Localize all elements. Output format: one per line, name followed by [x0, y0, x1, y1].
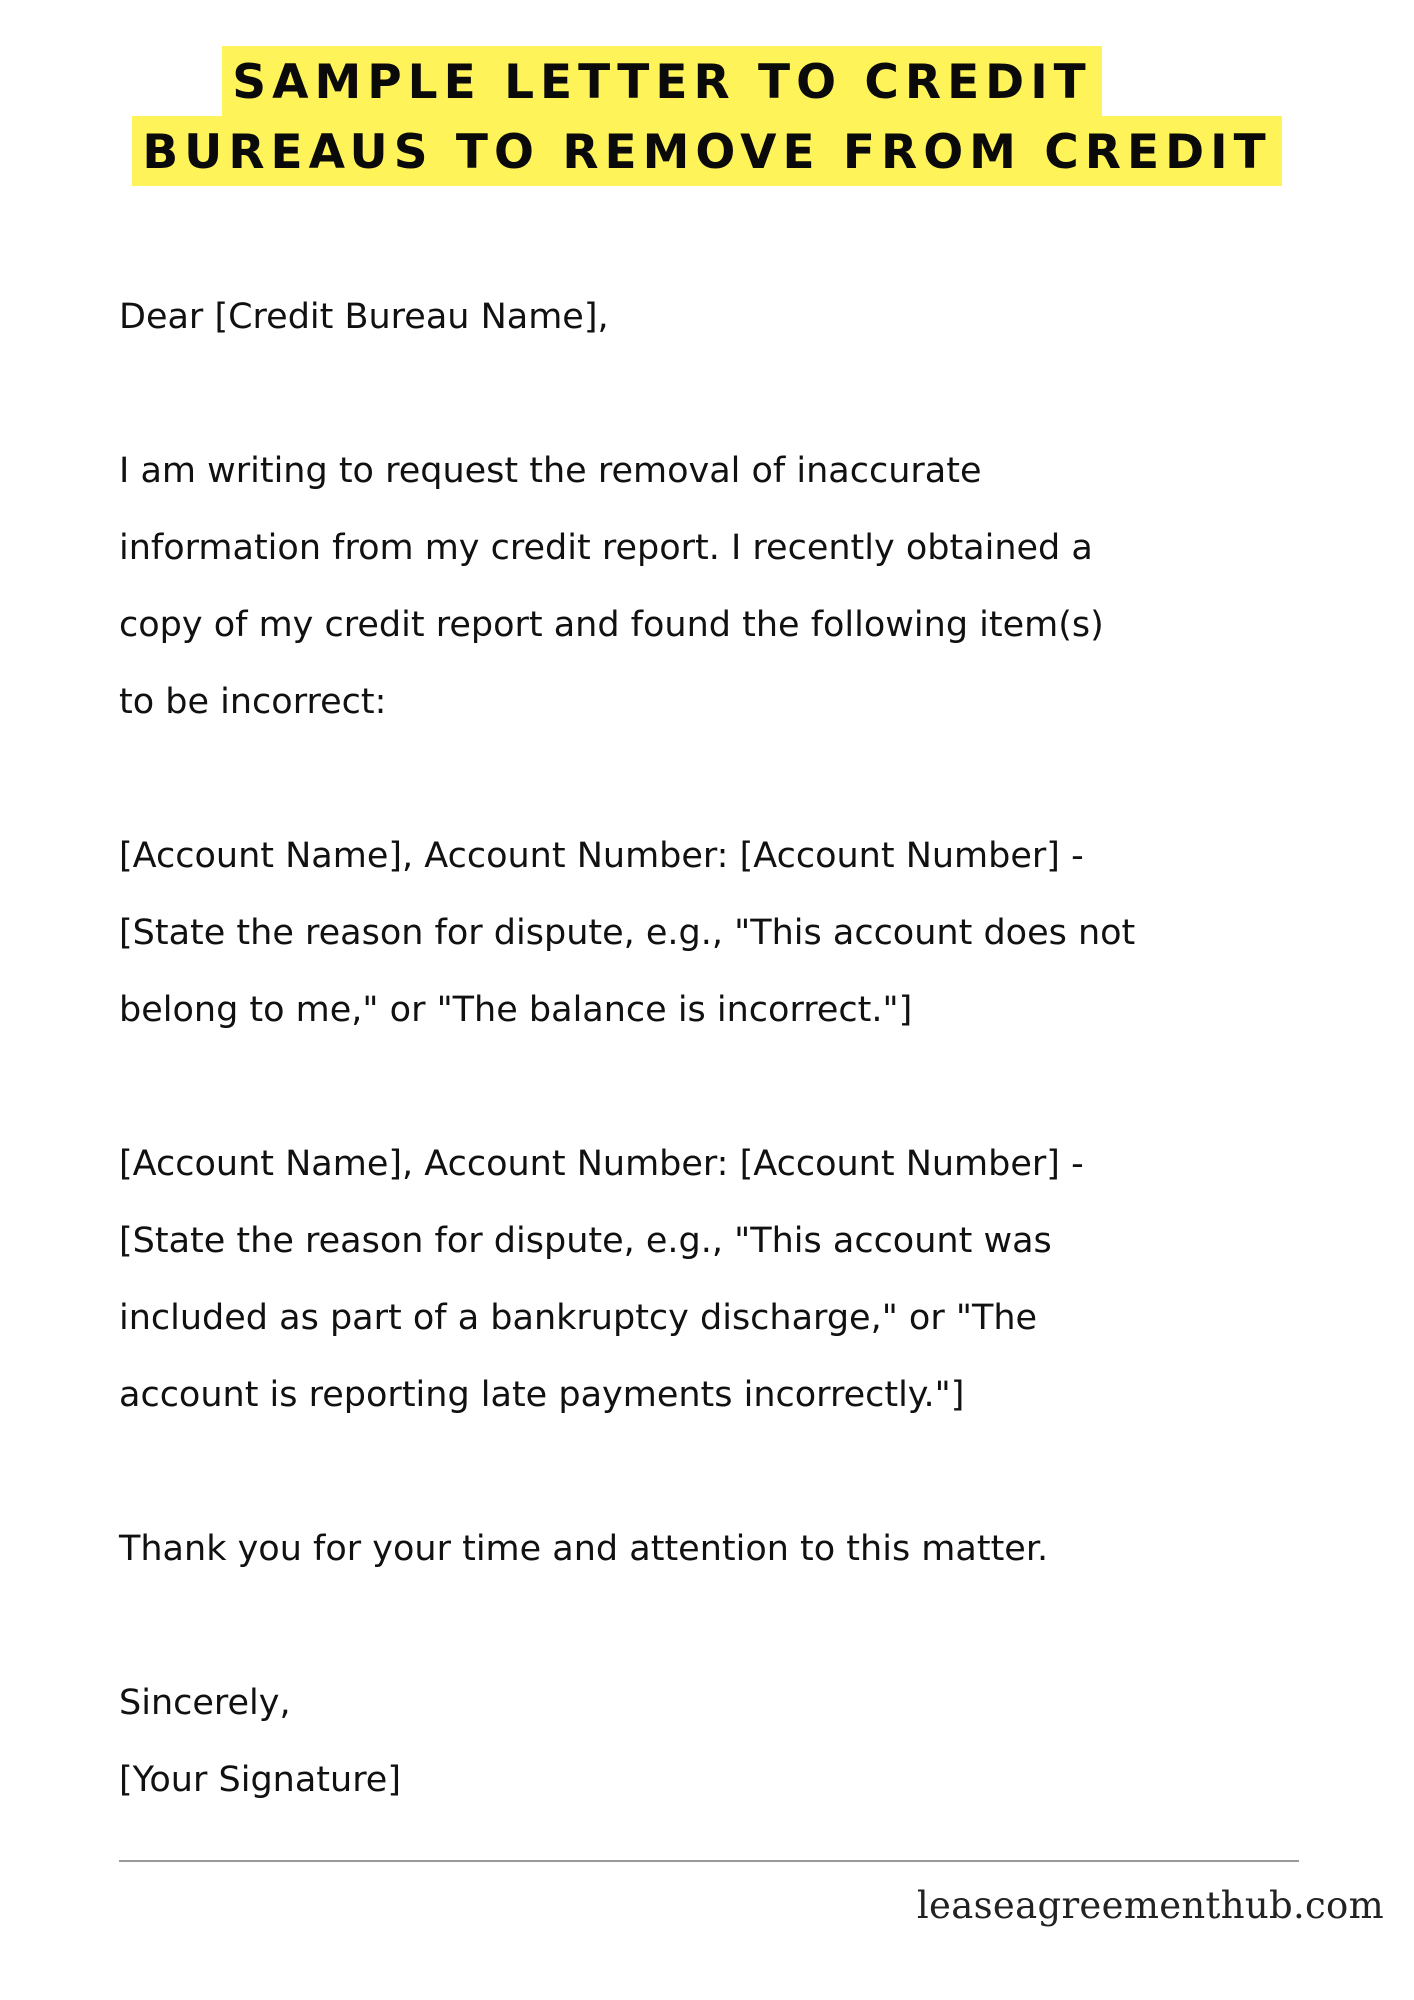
closing: Sincerely, [119, 1683, 291, 1723]
footer-site-name: leaseagreementhub.com [916, 1884, 1384, 1927]
footer-divider [119, 1860, 1299, 1862]
letter-body [119, 279, 1359, 1819]
dispute-item-1-line: [Account Name], Account Number: [Account Number] - [119, 836, 1084, 876]
thanks-line: Thank you for your time and attention to this matter. [119, 1529, 1049, 1569]
intro-line: I am writing to request the removal of inaccurate [119, 451, 982, 491]
signature-placeholder: [Your Signature] [119, 1760, 401, 1800]
dispute-item-2-line: [State the reason for dispute, e.g., "This account was [119, 1221, 1052, 1261]
dispute-item-1-line: [State the reason for dispute, e.g., "This account does not [119, 913, 1136, 953]
intro-line: to be incorrect: [119, 682, 387, 722]
dispute-item-1 [119, 818, 1359, 1049]
dispute-item-2-line: included as part of a bankruptcy discharge," or "The [119, 1298, 1038, 1338]
salutation: Dear [Credit Bureau Name], [119, 297, 609, 337]
intro-paragraph [119, 433, 1359, 741]
intro-line: copy of my credit report and found the following item(s) [119, 605, 1104, 645]
dispute-item-2 [119, 1126, 1359, 1434]
title-line-2: BUREAUS TO REMOVE FROM CREDIT [132, 116, 1281, 186]
dispute-item-2-line: account is reporting late payments incorrectly."] [119, 1375, 965, 1415]
document-title [0, 46, 1414, 186]
title-line-1: SAMPLE LETTER TO CREDIT [222, 46, 1102, 116]
dispute-item-2-line: [Account Name], Account Number: [Account Number] - [119, 1144, 1084, 1184]
dispute-item-1-line: belong to me," or "The balance is incorrect."] [119, 990, 913, 1030]
intro-line: information from my credit report. I recently obtained a [119, 528, 1093, 568]
